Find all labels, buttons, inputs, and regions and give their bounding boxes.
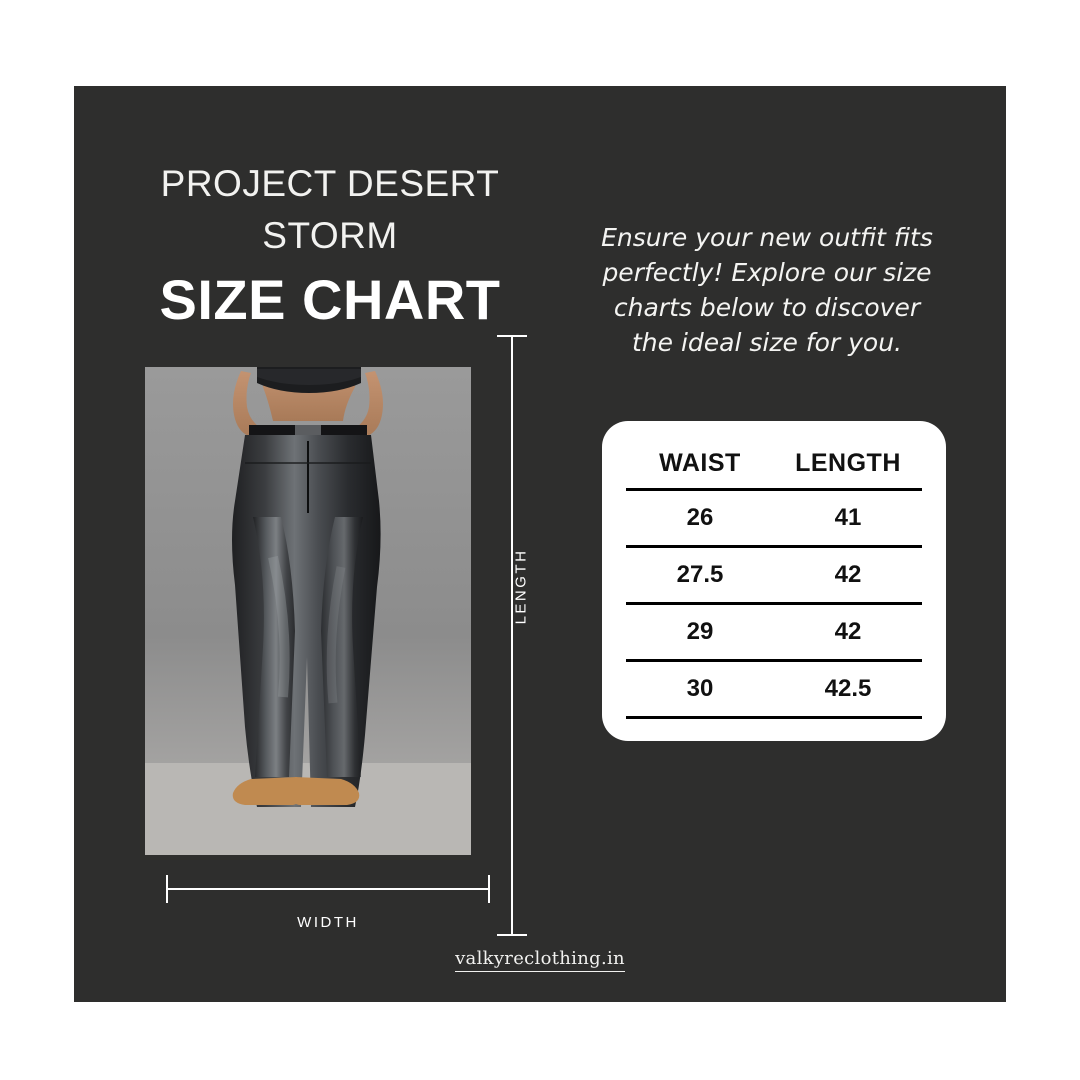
size-table [626,443,922,719]
cell-waist: 26 [626,490,774,547]
brand-line-1: PROJECT DESERT [160,163,500,204]
cell-length: 42.5 [774,661,922,718]
brand-line-2: STORM [262,215,398,256]
cell-waist: 29 [626,604,774,661]
cell-length: 42 [774,547,922,604]
width-cap-right [488,875,490,903]
width-measure-bar [166,888,490,890]
length-label: LENGTH [512,548,530,625]
header-block [130,158,530,332]
table-header-row [626,443,922,490]
column-header-waist: WAIST [659,449,741,477]
length-measure-bar [511,335,513,936]
column-header-length: LENGTH [795,449,901,477]
table-row [626,547,922,604]
product-photo [145,367,471,855]
cell-length: 42 [774,604,922,661]
table-row [626,661,922,718]
length-cap-bottom [497,934,527,936]
size-table-card [602,421,946,741]
website-footer[interactable] [74,948,1006,969]
cell-waist: 27.5 [626,547,774,604]
size-chart-card [74,86,1006,1002]
intro-text: Ensure your new outfit fits perfectly! Explore our size charts below to discover the ideal size for you. [601,223,933,357]
width-label: WIDTH [297,914,359,931]
cell-length: 41 [774,490,922,547]
table-row [626,490,922,547]
model-illustration [145,367,471,855]
website-link[interactable]: valkyreclothing.in [455,948,625,972]
table-row [626,604,922,661]
cell-waist: 30 [626,661,774,718]
page-title: SIZE CHART [159,268,501,331]
